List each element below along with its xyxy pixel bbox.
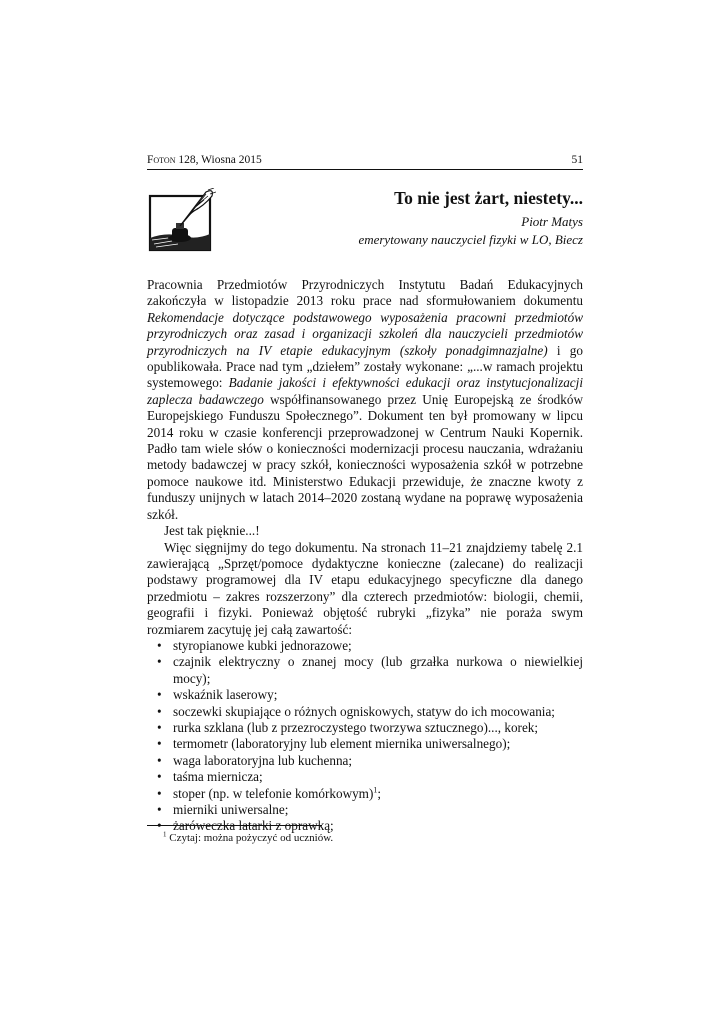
- footnote: [163, 832, 333, 844]
- footnote-mark: 1: [163, 830, 167, 839]
- p1-run: i go opublikowała. Prace nad tym „dziełem” zostały wykonane: „...w ramach projektu systemowego:: [147, 342, 583, 391]
- running-header: [147, 154, 583, 166]
- footnote-rule: [147, 825, 322, 826]
- p1-run: współfinansowanego przez Unię Europejską ze środków Europejskiego Funduszu Społecznego”. Dokument ten był promowany w lipcu 2014 roku w czasie konferencji przeprowadzonej w Centrum Nauki Kopernik. Padło tam wiele słów o konieczności modernizacji procesu nauczania, wdrażaniu metody badawczej w pracy szkół, konieczności wyposażenia szkół w potrzebne pomoce naukowe itd. Ministerstwo Edukacji przewiduje, że znaczne kwoty z funduszy unijnych w latach 2014–2020 zostaną wydane na poprawę wyposażenia szkół.: [147, 391, 583, 522]
- header-rule: [147, 169, 583, 170]
- bullet: •: [157, 687, 162, 703]
- list-item: [147, 720, 583, 736]
- article-title: To nie jest żart, niestety...: [394, 188, 583, 208]
- footnote-reference: 1: [373, 785, 378, 795]
- list-item-text: taśma miernicza;: [173, 769, 263, 785]
- paragraph-3: Więc sięgnijmy do tego dokumentu. Na stronach 11–21 znajdziemy tabelę 2.1 zawierającą „Sprzęt/pomoce dydaktyczne konieczne (zalecane) do realizacji podstawy programowej dla IV etapu edukacyjnego specyficzne dla danego przedmiotu – zakres rozszerzony” dla czterech przedmiotów: biologii, chemii, geografii i fizyki. Ponieważ objętość rubryki „fizyka” nie poraża swym rozmiarem zacytuję jej całą zawartość:: [147, 539, 583, 637]
- list-item: [147, 687, 583, 703]
- journal-name: Foton: [147, 154, 176, 166]
- physics-equipment-list: [147, 638, 583, 835]
- page-number: 51: [571, 154, 583, 166]
- list-item: [147, 736, 583, 752]
- list-item-text: soczewki skupiające o różnych ogniskowych, statyw do ich mocowania;: [173, 703, 555, 719]
- list-item-text: termometr (laboratoryjny lub element miernika uniwersalnego);: [173, 736, 511, 752]
- p1-run-italic: Badanie jakości i efektywności edukacji oraz instytucjonalizacji zaplecza badawczego: [147, 375, 583, 407]
- list-item: [147, 786, 583, 802]
- journal-issue: 128, Wiosna 2015: [175, 154, 262, 166]
- list-item: [147, 753, 583, 769]
- list-item: [147, 802, 583, 818]
- article-body: [147, 277, 583, 835]
- author-name: Piotr Matys: [521, 214, 583, 229]
- list-item: [147, 769, 583, 785]
- list-item-text: czajnik elektryczny o znanej mocy (lub grzałka nurkowa o niewielkiej mocy);: [173, 654, 583, 686]
- list-item-suffix: ;: [377, 785, 382, 801]
- bullet: •: [157, 752, 162, 768]
- list-item-text: waga laboratoryjna lub kuchenna;: [173, 752, 353, 768]
- list-item-text: żaróweczka latarki z oprawką;: [173, 818, 334, 834]
- bullet: •: [157, 736, 162, 752]
- bullet: •: [157, 719, 162, 735]
- footnote-text: Czytaj: można pożyczyć od uczniów.: [166, 832, 334, 844]
- journal-info: [147, 154, 262, 166]
- list-item-text: styropianowe kubki jednorazowe;: [173, 637, 352, 653]
- bullet: •: [157, 654, 162, 670]
- list-item: [147, 638, 583, 654]
- bullet: •: [157, 703, 162, 719]
- bullet: •: [157, 802, 162, 817]
- author-affiliation: emerytowany nauczyciel fizyki w LO, Biecz: [358, 232, 583, 247]
- paragraph-1: [147, 277, 583, 523]
- paragraph-2: Jest tak pięknie...!: [164, 523, 260, 539]
- list-item-text: mierniki uniwersalne;: [173, 802, 289, 817]
- bullet: •: [157, 637, 162, 653]
- list-item-text: wskaźnik laserowy;: [173, 687, 278, 703]
- bullet: •: [157, 769, 162, 785]
- list-item: [147, 704, 583, 720]
- list-item-text: rurka szklana (lub z przezroczystego tworzywa sztucznego)..., korek;: [173, 719, 539, 735]
- p1-run-italic: Rekomendacje dotyczące podstawowego wyposażenia pracowni przedmiotów przyrodniczych oraz zasad i organizacji szkoleń dla nauczycieli przedmiotów przyrodniczych na IV etapie edukacyjnym (szkoły ponadgimnazjalne): [147, 309, 583, 358]
- list-item-text: stoper (np. w telefonie komórkowym): [173, 785, 374, 801]
- bullet: •: [157, 818, 162, 834]
- quill-inkwell-icon: [148, 188, 216, 252]
- p1-run: Pracownia Przedmiotów Przyrodniczych Instytutu Badań Edukacyjnych zakończyła w listopadzie 2013 roku prace nad sformułowaniem dokumentu: [147, 277, 583, 309]
- bullet: •: [157, 785, 162, 801]
- list-item: [147, 654, 583, 687]
